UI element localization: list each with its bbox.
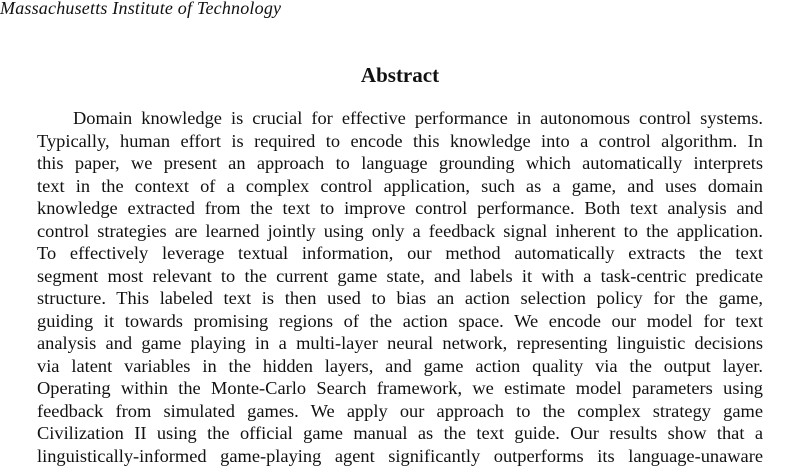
abstract-line: Operating within the Monte-Carlo Search framework, we estimate model parameters using	[37, 377, 763, 400]
abstract-line: control strategies are learned jointly using only a feedback signal inherent to the application.	[37, 220, 763, 243]
abstract-line: via latent variables in the hidden layers, and game action quality via the output layer.	[37, 355, 763, 378]
abstract-line: Typically, human effort is required to encode this knowledge into a control algorithm. In	[37, 130, 763, 153]
abstract-line: Domain knowledge is crucial for effective performance in autonomous control systems.	[37, 107, 763, 130]
abstract-line: feedback from simulated games. We apply our approach to the complex strategy game	[37, 400, 763, 423]
abstract-line: text in the context of a complex control application, such as a game, and uses domain	[37, 175, 763, 198]
abstract-line: guiding it towards promising regions of the action space. We encode our model for text	[37, 310, 763, 333]
abstract-line: this paper, we present an approach to language grounding which automatically interprets	[37, 152, 763, 175]
abstract-line: analysis and game playing in a multi-layer neural network, representing linguistic decisions	[37, 332, 763, 355]
abstract-line: knowledge extracted from the text to improve control performance. Both text analysis and	[37, 197, 763, 220]
abstract-heading: Abstract	[0, 63, 800, 88]
abstract-line: linguistically-informed game-playing agent significantly outperforms its language-unaware	[37, 445, 763, 467]
author-affiliation: Massachusetts Institute of Technology	[0, 0, 281, 19]
abstract-line: To effectively leverage textual information, our method automatically extracts the text	[37, 242, 763, 265]
abstract-body	[37, 107, 763, 467]
abstract-line: Civilization II using the official game manual as the text guide. Our results show that a	[37, 422, 763, 445]
abstract-line: segment most relevant to the current game state, and labels it with a task-centric predicate	[37, 265, 763, 288]
abstract-line: structure. This labeled text is then used to bias an action selection policy for the game,	[37, 287, 763, 310]
